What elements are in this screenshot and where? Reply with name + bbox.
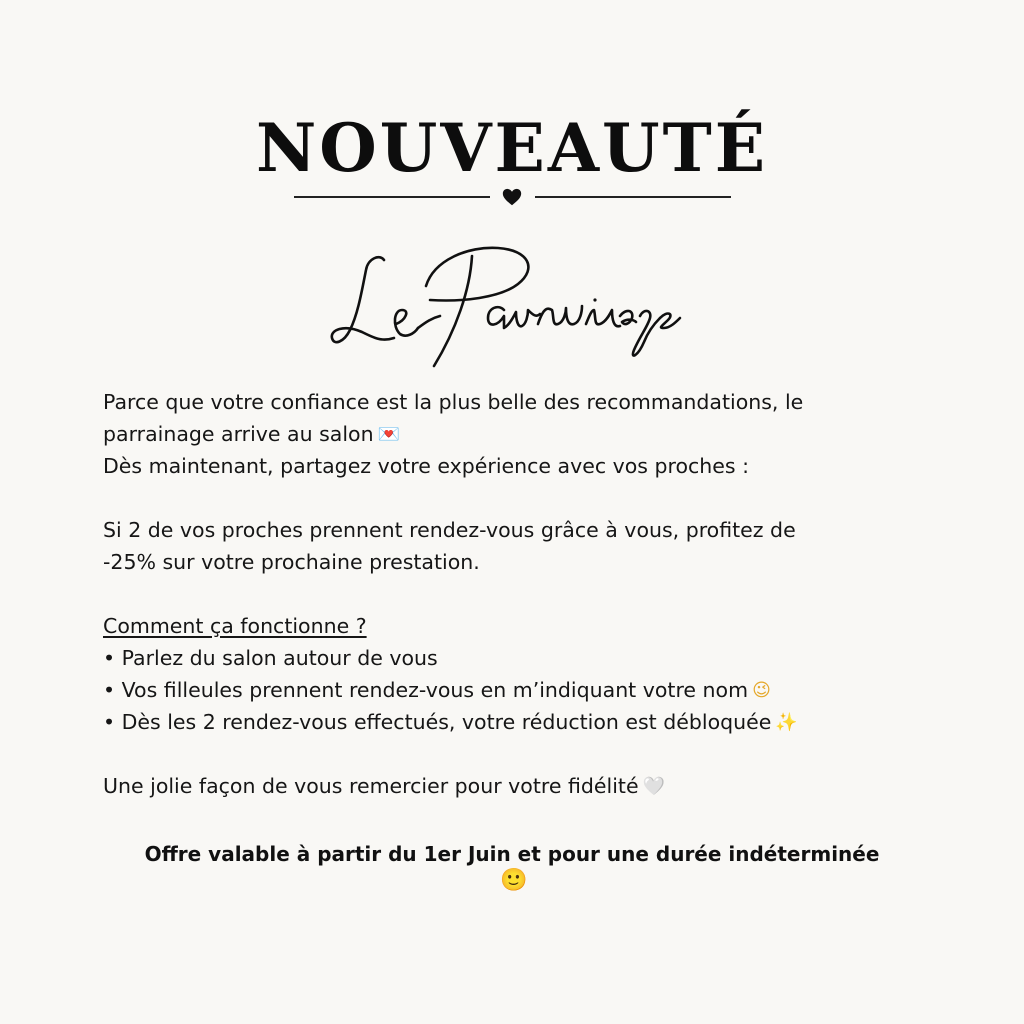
offer-validity-text: Offre valable à partir du 1er Juin et pour une durée indéterminée bbox=[144, 842, 880, 866]
script-title-lettering bbox=[322, 238, 702, 378]
closing-text: Une jolie façon de vous remercier pour votre fidélité bbox=[103, 774, 639, 798]
intro-text: parrainage arrive au salon bbox=[103, 422, 374, 446]
spacer bbox=[103, 482, 922, 514]
smiling-face-icon: 🙂 bbox=[500, 868, 528, 893]
divider-line-left bbox=[294, 196, 490, 198]
step-item bbox=[103, 674, 922, 706]
intro-paragraph-line-3: Dès maintenant, partagez votre expérience avec vos proches : bbox=[103, 454, 750, 478]
divider-line-right bbox=[535, 196, 731, 198]
intro-paragraph-line-2 bbox=[103, 418, 922, 450]
step-text: • Vos filleules prennent rendez-vous en m’indiquant votre nom bbox=[103, 678, 749, 702]
sparkles-icon: ✨ bbox=[775, 712, 798, 733]
spacer bbox=[103, 578, 922, 610]
step-item bbox=[103, 642, 922, 674]
spacer bbox=[103, 738, 922, 770]
step-text: • Dès les 2 rendez-vous effectués, votre réduction est débloquée bbox=[103, 710, 772, 734]
heart-icon bbox=[501, 186, 523, 208]
closing-line bbox=[103, 770, 922, 802]
headline: NOUVEAUTÉ bbox=[255, 109, 769, 187]
script-title bbox=[0, 238, 1024, 378]
heart-divider bbox=[294, 186, 731, 208]
offer-validity bbox=[0, 838, 1024, 892]
offer-paragraph-line-2: -25% sur votre prochaine prestation. bbox=[103, 550, 480, 574]
winking-face-icon: 😉 bbox=[752, 680, 771, 701]
offer-paragraph-line-1: Si 2 de vos proches prennent rendez-vous grâce à vous, profitez de bbox=[103, 518, 796, 542]
white-heart-icon: 🤍 bbox=[642, 776, 665, 797]
body-text bbox=[103, 386, 922, 802]
intro-paragraph-line-1: Parce que votre confiance est la plus belle des recommandations, le bbox=[103, 390, 804, 414]
love-letter-icon: 💌 bbox=[377, 424, 401, 445]
how-it-works-heading: Comment ça fonctionne ? bbox=[103, 614, 367, 638]
step-item bbox=[103, 706, 922, 738]
step-text: • Parlez du salon autour de vous bbox=[103, 646, 438, 670]
